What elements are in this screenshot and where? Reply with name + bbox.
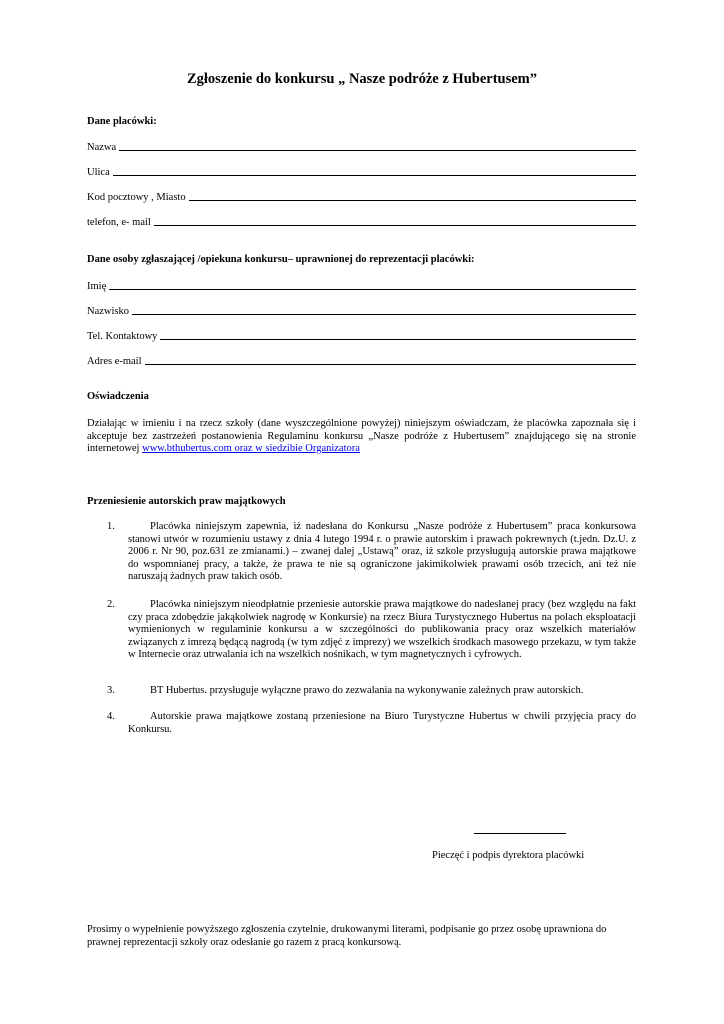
signature-line[interactable] [474, 833, 566, 834]
oswiadczenie-text [87, 418, 636, 456]
field-label: telefon, e- mail [87, 217, 151, 228]
fill-line [189, 190, 636, 201]
list-item [107, 599, 636, 662]
item-number: 1. [107, 521, 115, 532]
item-text: Placówka niniejszym nieodpłatnie przeniesie autorskie prawa majątkowe do nadesłanej pracy (bez względu na fakt czy praca zdobędzie jakąkolwiek nagrodę w Konkursie) na rzecz Biura Turystycznego Hubertus na polach eksploatacji wymienionych w regulaminie konkursu a w szczególności do publikowania pracy oraz wszelkich materiałów związanych z imrezą będącą nagrodą (w tym zdjęć z imprezy) we wszelkich środkach masowego przekazu, w tym także w Internecie oraz utrwalania ich na wszelkich nośnikach, w tym magnetycznych i cyfrowych. [128, 599, 636, 661]
item-number: 3. [107, 685, 115, 696]
fill-line [113, 165, 636, 176]
item-text: BT Hubertus. przysługuje wyłączne prawo do zezwalania na wykonywanie zależnych praw autorskich. [150, 685, 584, 696]
field-imie[interactable] [87, 278, 636, 292]
placowka-heading: Dane placówki: [87, 116, 157, 127]
item-text: Placówka niniejszym zapewnia, iż nadesłana do Konkursu „Nasze podróże z Hubertusem” praca konkursowa stanowi utwór w rozumieniu ustawy z dnia 4 lutego 1994 r. o prawie autorskim i prawach pokrewnych (t.jedn. Dz.U. z 2006 r. Nr 90, poz.631 ze zmianami.) – zwanej dalej „Ustawą” oraz, iż szkole przysługują autorskie prawa majątkowe do wspomnianej pracy, a także, że prawa te nie są ograniczone jakimikolwiek prawami osób trzecich, ani też nie naruszają żadnych praw takich osób. [128, 521, 636, 583]
field-label: Nazwisko [87, 306, 129, 317]
field-kod-miasto[interactable] [87, 189, 636, 203]
list-item [107, 521, 636, 584]
field-nazwa[interactable] [87, 139, 636, 153]
field-nazwisko[interactable] [87, 303, 636, 317]
oswiadczenia-heading: Oświadczenia [87, 391, 149, 402]
osoba-heading: Dane osoby zgłaszającej /opiekuna konkursu– uprawnionej do reprezentacji placówki: [87, 254, 475, 265]
field-label: Tel. Kontaktowy [87, 331, 158, 342]
item-number: 4. [107, 711, 115, 722]
list-item [107, 685, 636, 698]
item-text: Autorskie prawa majątkowe zostaną przeniesione na Biuro Turystyczne Hubertus w chwili przyjęcia pracy do Konkursu. [128, 711, 636, 735]
prawa-heading: Przeniesienie autorskich praw majątkowych [87, 496, 286, 507]
website-link[interactable]: www.bthubertus.com oraz w siedzibie Organizatora [142, 443, 360, 454]
fill-line [109, 279, 636, 290]
list-item [107, 711, 636, 736]
signature-label: Pieczęć i podpis dyrektora placówki [432, 850, 585, 861]
footer-note: Prosimy o wypełnienie powyższego zgłoszenia czytelnie, drukowanymi literami, podpisanie go przez osobę uprawniona do prawnej reprezentacji szkoły oraz odesłanie go razem z pracą konkursową. [87, 924, 607, 948]
fill-line [119, 140, 636, 151]
fill-line [154, 215, 636, 226]
field-label: Ulica [87, 167, 110, 178]
field-adres-email[interactable] [87, 353, 636, 367]
field-ulica[interactable] [87, 164, 636, 178]
field-label: Imię [87, 281, 107, 292]
field-label: Nazwa [87, 142, 117, 153]
fill-line [160, 329, 636, 340]
fill-line [145, 354, 636, 365]
page-title: Zgłoszenie do konkursu „ Nasze podróże z Hubertusem” [186, 71, 538, 87]
oswiadczenie-body: Działając w imieniu i na rzecz szkoły (dane wyszczególnione powyżej) niniejszym oświadczam, że placówka zapoznała się i akceptuje bez zastrzeżeń postanowienia Regulaminu konkursu „Nasze podróże z Hubertusem” znajdującego się na stronie internetowej [87, 418, 636, 454]
field-telefon-email[interactable] [87, 214, 636, 228]
field-label: Kod pocztowy , Miasto [87, 192, 186, 203]
field-label: Adres e-mail [87, 356, 142, 367]
field-tel-kontaktowy[interactable] [87, 328, 636, 342]
item-number: 2. [107, 599, 115, 610]
fill-line [132, 304, 636, 315]
